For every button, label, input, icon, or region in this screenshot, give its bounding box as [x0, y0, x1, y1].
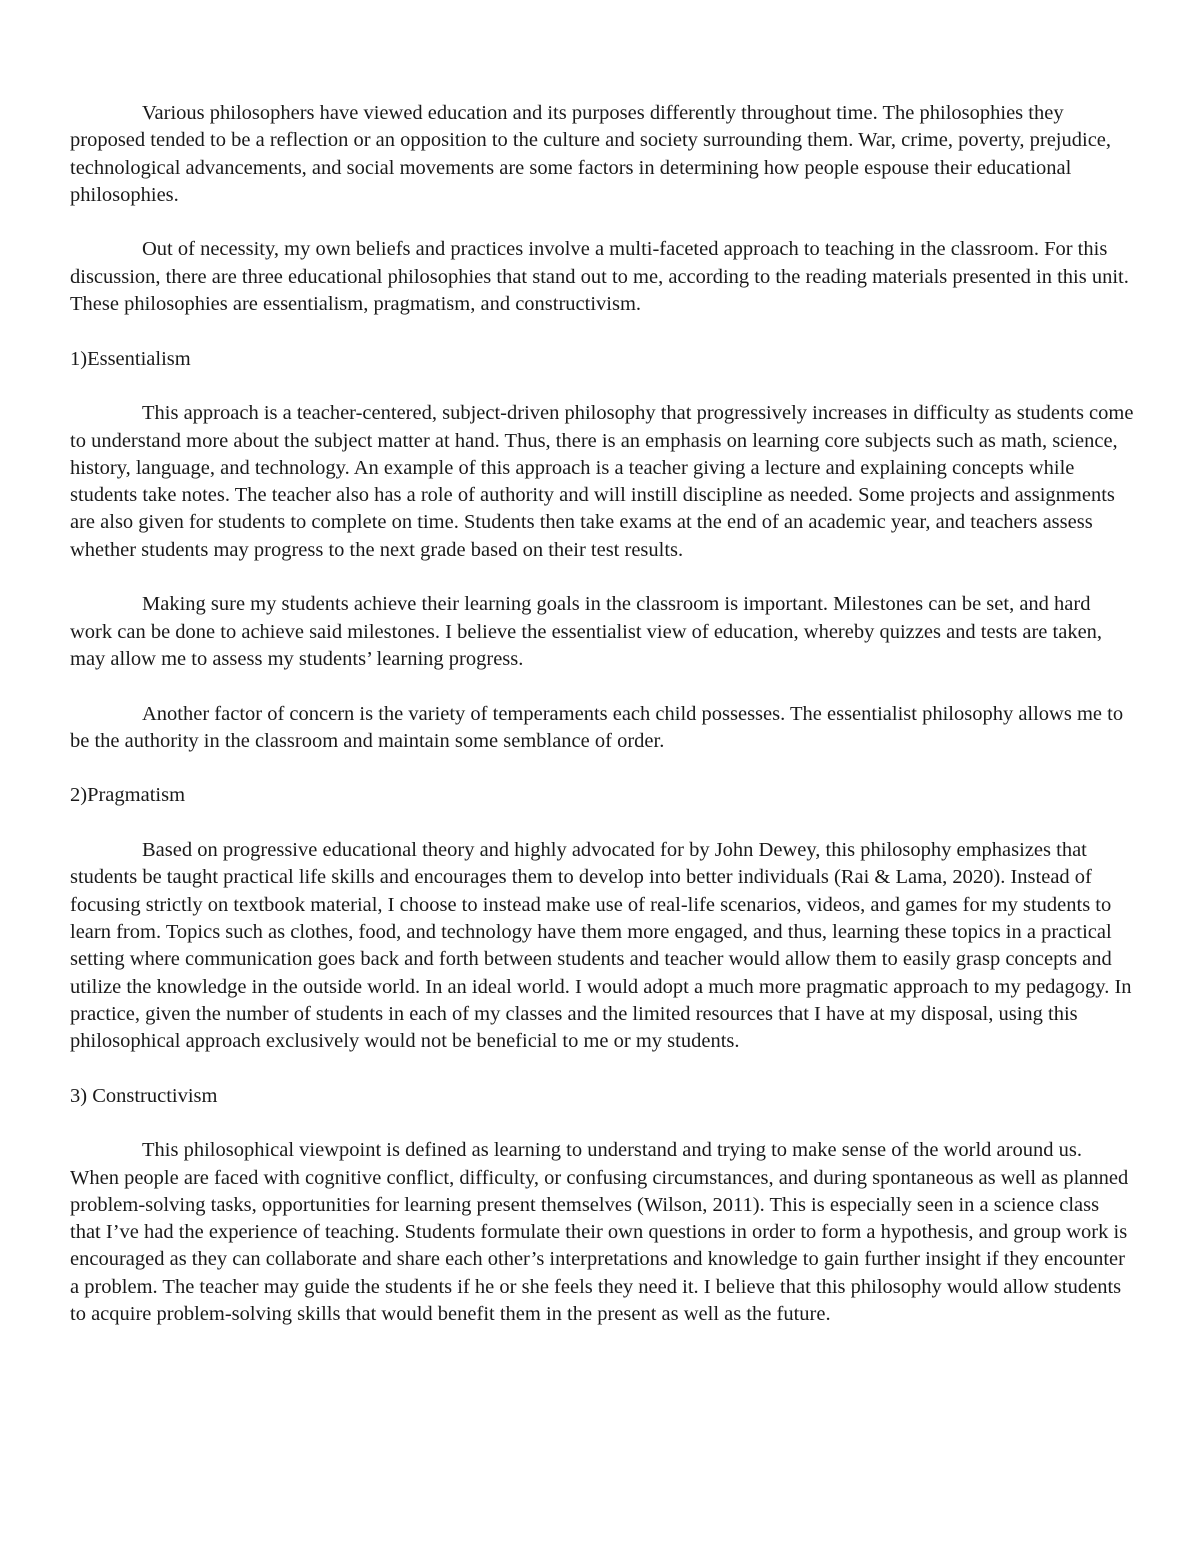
heading-constructivism: 3) Constructivism: [70, 1084, 218, 1107]
document-body: [70, 100, 1134, 1356]
paragraph-essentialism-definition: This approach is a teacher-centered, subject-driven philosophy that progressively increases in difficulty as students come to understand more about the subject matter at hand. Thus, there is an emphasis on learning core subjects such as math, science, history, language, and technology. An example of this approach is a teacher giving a lecture and explaining concepts while students take notes. The teacher also has a role of authority and will instill discipline as needed. Some projects and assignments are also given for students to complete on time. Students then take exams at the end of an academic year, and teachers assess whether students may progress to the next grade based on their test results.: [70, 402, 1134, 561]
paragraph-constructivism: This philosophical viewpoint is defined as learning to understand and trying to make sense of the world around us. When people are faced with cognitive conflict, difficulty, or confusing circumstances, and during spontaneous as well as planned problem-solving tasks, opportunities for learning present themselves (Wilson, 2011). This is especially seen in a science class that I’ve had the experience of teaching. Students formulate their own questions in order to form a hypothesis, and group work is encouraged as they can collaborate and share each other’s interpretations and knowledge to gain further insight if they encounter a problem. The teacher may guide the students if he or she feels they need it. I believe that this philosophy would allow students to acquire problem-solving skills that would benefit them in the present as well as the future.: [70, 1139, 1129, 1326]
paragraph-essentialism-goals: Making sure my students achieve their learning goals in the classroom is important. Milestones can be set, and hard work can be done to achieve said milestones. I believe the essentialist view of education, whereby quizzes and tests are taken, may allow me to assess my students’ learning progress.: [70, 593, 1103, 670]
heading-essentialism: 1)Essentialism: [70, 347, 191, 370]
heading-pragmatism: 2)Pragmatism: [70, 784, 186, 807]
paragraph-essentialism-temperaments: Another factor of concern is the variety of temperaments each child possesses. The essentialist philosophy allows me to be the authority in the classroom and maintain some semblance of order.: [70, 702, 1124, 752]
paragraph-pragmatism: Based on progressive educational theory and highly advocated for by John Dewey, this philosophy emphasizes that students be taught practical life skills and encourages them to develop into better individuals (Rai & Lama, 2020). Instead of focusing strictly on textbook material, I choose to instead make use of real-life scenarios, videos, and games for my students to learn from. Topics such as clothes, food, and technology have them more engaged, and thus, learning these topics in a practical setting where communication goes back and forth between students and teacher would allow them to easily grasp concepts and utilize the knowledge in the outside world. In an ideal world. I would adopt a much more pragmatic approach to my pedagogy. In practice, given the number of students in each of my classes and the limited resources that I have at my disposal, using this philosophical approach exclusively would not be beneficial to me or my students.: [70, 839, 1132, 1053]
paragraph-intro: Various philosophers have viewed education and its purposes differently throughout time. The philosophies they proposed tended to be a reflection or an opposition to the culture and society surrounding them. War, crime, poverty, prejudice, technological advancements, and social movements are some factors in determining how people espouse their educational philosophies.: [70, 102, 1112, 206]
paragraph-approach: Out of necessity, my own beliefs and practices involve a multi-faceted approach to teaching in the classroom. For this discussion, there are three educational philosophies that stand out to me, according to the reading materials presented in this unit. These philosophies are essentialism, pragmatism, and constructivism.: [70, 238, 1129, 316]
